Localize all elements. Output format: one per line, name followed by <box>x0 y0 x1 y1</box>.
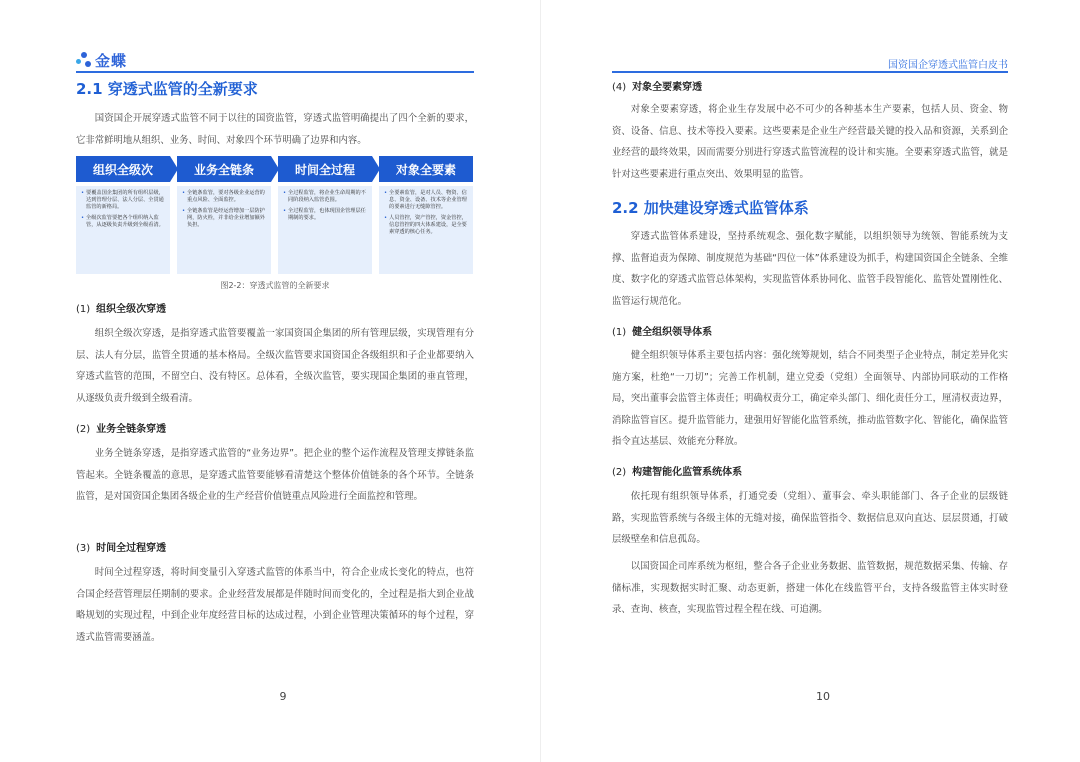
figure-item: • 全要素监管，是对人员、物资、信息、资金、设备、技术等企业管理的要素进行无缝隙管控。 <box>384 190 468 211</box>
figure-column-title: 时间全过程 <box>278 156 372 182</box>
figure-column-title: 业务全链条 <box>177 156 271 182</box>
subsection-text: 业务全链条穿透，是指穿透式监管的“业务边界”。把企业的整个运作流程及管理支撑链条监管起来。全链条覆盖的意思，是穿透式监管要能够看清楚这个整体价值链条的各个环节。全链条监管，是对国资国企集团各级企业的生产经营价值链重点风险进行全面监控和管理。 <box>76 448 474 502</box>
figure-column-time <box>278 156 372 274</box>
subsection-text: 组织全级次穿透，是指穿透式监管要覆盖一家国资国企集团的所有管理层级，实现管理有分层、法人有分层，监管全贯通的基本格局。全级次监管要求国资国企各级组织和子企业都要纳入穿透式监管的范围，不留空白、没有特区。总体看，全级次监管，要实现国企集团的垂直管理，从逐级负责升级到全级看清。 <box>76 328 474 404</box>
figure-caption: 图2-2：穿透式监管的全新要求 <box>220 281 330 290</box>
page-number: 10 <box>816 690 830 703</box>
subsection-heading <box>612 463 742 478</box>
subsection-number: (1) <box>76 304 91 315</box>
subsection-number: (3) <box>76 543 91 554</box>
figure-column-object <box>379 156 473 274</box>
subsection-number: (4) <box>612 82 627 93</box>
figure-item: • 全链条监管是经运营增加一层防护网，防火栓，并非给企业增加额外负担。 <box>182 208 266 229</box>
section-title-2-2: 2.2 加快建设穿透式监管体系 <box>612 199 809 217</box>
subsection-number: (2) <box>76 424 91 435</box>
figure-column-title: 对象全要素 <box>379 156 473 182</box>
subsection-title: 组织全级次穿透 <box>96 304 167 315</box>
logo-text: 金蝶 <box>95 51 128 70</box>
subsection-title: 对象全要素穿透 <box>632 82 703 93</box>
subsection-heading <box>76 539 166 554</box>
figure-item: • 全级次监管要把各个组织纳入监管，从逐级负责升级到全级看清。 <box>81 215 165 229</box>
subsection-title: 业务全链条穿透 <box>96 424 167 435</box>
subsection-text: 依托现有组织领导体系，打通党委（党组）、董事会、牵头职能部门、各子企业的层级链路，实现监管系统与各级主体的无缝对接，确保监管指令、数据信息双向直达、层层贯通，打破层级壁垒和信息孤岛。 <box>612 491 1008 545</box>
figure-column-business <box>177 156 271 274</box>
subsection-text: 以国资国企司库系统为枢纽，整合各子企业业务数据、监管数据，规范数据采集、传输、存储标准，实现数据实时汇聚、动态更新，搭建一体化在线监管平台，支持各级监管主体实时登录、查询、核查，实现监管过程全程在线、可追溯。 <box>612 561 1008 615</box>
figure-item: • 要覆盖国企集团的所有组织层级，达到管理分层、法人分层、全贯通监管的新格局。 <box>81 190 165 211</box>
section-intro: 国资国企开展穿透式监管不同于以往的国资监管，穿透式监管明确提出了四个全新的要求，它非常鲜明地从组织、业务、时间、对象四个环节明确了边界和内容。 <box>76 113 474 146</box>
section-intro: 穿透式监管体系建设，坚持系统观念、强化数字赋能，以组织领导为统领、智能系统为支撑、监督追责为保障、制度规范为基础“四位一体”体系建设为抓手，构建国资国企全链条、全维度、数字化的穿透式监管总体架构，实现监管体系协同化、监管手段智能化、监管处置刚性化、监管运行规范化。 <box>612 231 1008 307</box>
figure-item: • 人员管控，资产管控，资金管控，信息管控的四大体系建设，是全要素穿透的核心任务。 <box>384 215 468 236</box>
figure-item: • 全链条监管，要对各级企业运营的重点风险、全面监控。 <box>182 190 266 204</box>
section-title-2-1: 2.1 穿透式监管的全新要求 <box>76 80 258 98</box>
subsection-title: 健全组织领导体系 <box>632 327 713 338</box>
subsection-title: 构建智能化监管系统体系 <box>632 467 743 478</box>
right-page <box>540 0 1080 762</box>
subsection-heading <box>612 78 702 93</box>
requirements-figure <box>76 156 474 276</box>
figure-column-title: 组织全级次 <box>76 156 170 182</box>
subsection-number: (2) <box>612 467 627 478</box>
figure-item: • 全过程监管，将企业生命周期的不同阶段纳入监管范围。 <box>283 190 367 204</box>
subsection-text: 对象全要素穿透，将企业生存发展中必不可少的各种基本生产要素，包括人员、资金、物资、设备、信息、技术等投入要素。这些要素是企业生产经营最关键的投入品和资源，关系到企业经营的最终效果，因而需要分别进行穿透式监管流程的设计和实施。全要素穿透式监管，就是针对这些要素进行重点突出、效果明显的监管。 <box>612 104 1008 180</box>
figure-item: • 全过程监管，也体现国企管理层任期制的要求。 <box>283 208 367 222</box>
header-divider <box>76 71 474 73</box>
subsection-heading <box>76 420 166 435</box>
subsection-number: (1) <box>612 327 627 338</box>
subsection-text: 时间全过程穿透，将时间变量引入穿透式监管的体系当中，符合企业成长变化的特点，也符合国企经营管理层任期制的要求。企业经营发展都是伴随时间而变化的，全过程是指大到企业战略规划的实现过程，中到企业年度经营目标的达成过程，小到企业管理决策循环的每个过程，穿透式监管需要涵盖。 <box>76 567 474 643</box>
header-divider <box>612 71 1008 73</box>
subsection-heading <box>612 323 712 338</box>
subsection-heading <box>76 300 166 315</box>
kingdee-logo-icon <box>76 52 92 68</box>
document-title: 国资国企穿透式监管白皮书 <box>888 60 1008 71</box>
subsection-title: 时间全过程穿透 <box>96 543 167 554</box>
figure-column-org <box>76 156 170 274</box>
subsection-text: 健全组织领导体系主要包括内容：强化统筹规划，结合不同类型子企业特点，制定差异化实施方案，杜绝“一刀切”；完善工作机制，建立党委（党组）全面领导、内部协同联动的工作格局，突出董事会监管主体责任；明确权责分工，确定牵头部门、细化责任分工，厘清权责边界，消除监管盲区。提升监管能力，建强用好智能化监管系统，推动监管数字化、智能化，确保监管指令直达基层、效能充分释放。 <box>612 350 1008 447</box>
brand-logo <box>76 47 127 73</box>
page-number: 9 <box>279 690 287 703</box>
